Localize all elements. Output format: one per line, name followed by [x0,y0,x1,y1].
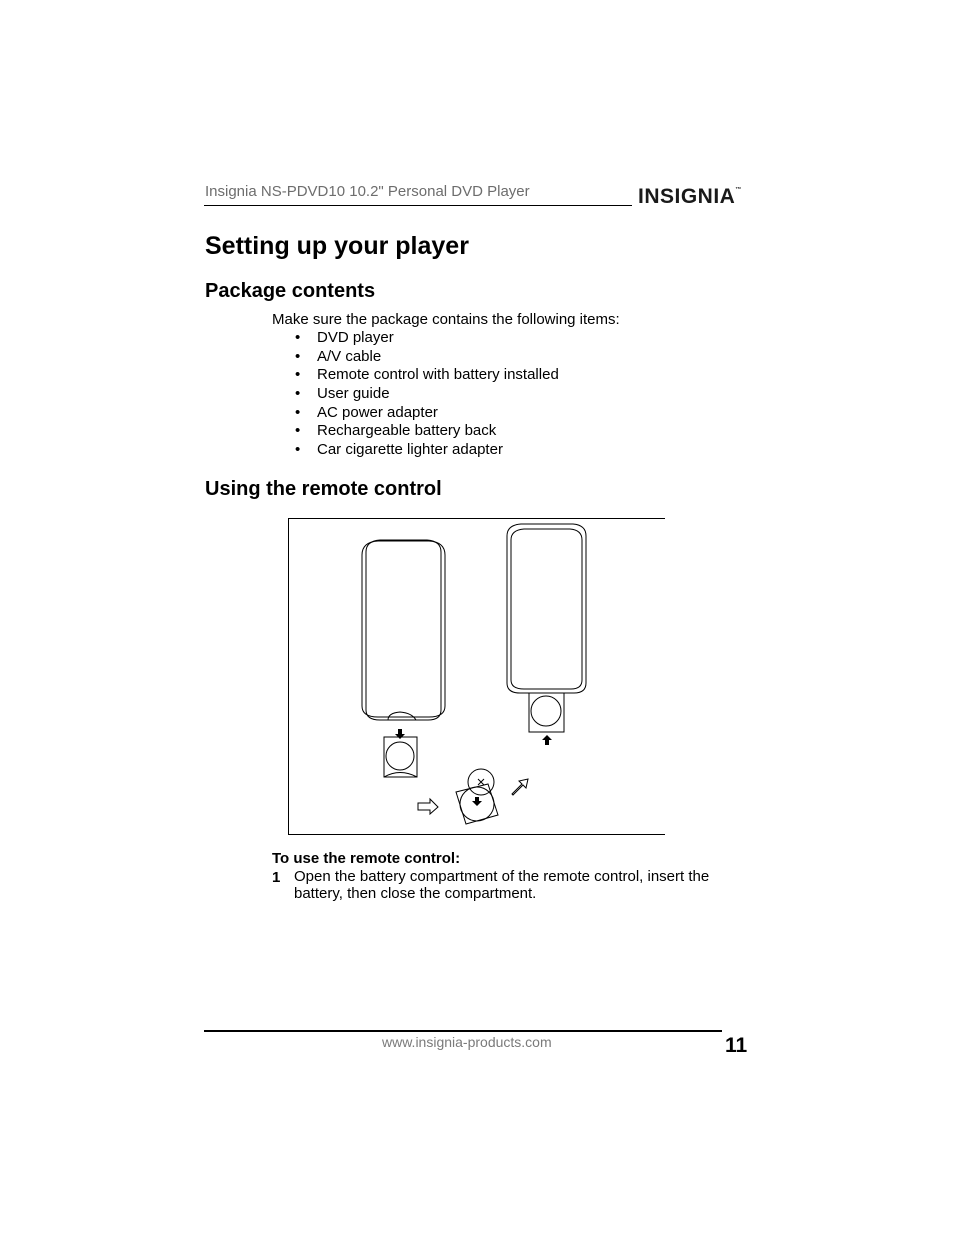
bullet-icon: • [295,422,301,440]
footer-url: www.insignia-products.com [382,1034,552,1050]
list-item: • Car cigarette lighter adapter [295,441,503,459]
bullet-icon: • [295,385,301,403]
list-item: • Remote control with battery installed [295,366,559,384]
bullet-icon: • [295,441,301,459]
page-title: Setting up your player [205,232,469,260]
bullet-icon: • [295,403,301,421]
page-number: 11 [725,1034,748,1057]
bullet-icon: • [295,329,301,346]
remote-battery-installation-illustration [288,518,665,835]
list-item: • Rechargeable battery back [295,422,497,440]
document-title: Insignia NS-PDVD10 10.2" Personal DVD Player [205,183,530,200]
package-items-list [295,329,559,460]
bullet-icon: • [295,366,301,384]
procedure-title: To use the remote control: [272,850,461,867]
bullet-icon: • [295,347,301,365]
header-divider [204,205,632,206]
step-number: 1 [272,869,281,886]
insignia-logo: INSIGNIA™ [638,185,742,208]
package-intro: Make sure the package contains the following items: [272,311,620,328]
package-contents-heading: Package contents [205,280,376,302]
remote-battery-figure [288,518,665,835]
footer-divider [204,1030,722,1032]
list-item: • AC power adapter [295,403,438,421]
list-item: • A/V cable [295,347,382,365]
remote-control-heading: Using the remote control [205,478,442,500]
list-item: • DVD player [295,329,394,346]
list-item: • User guide [295,385,390,403]
step-text: Open the battery compartment of the remote control, insert the battery, then close the compartment. [294,868,710,902]
